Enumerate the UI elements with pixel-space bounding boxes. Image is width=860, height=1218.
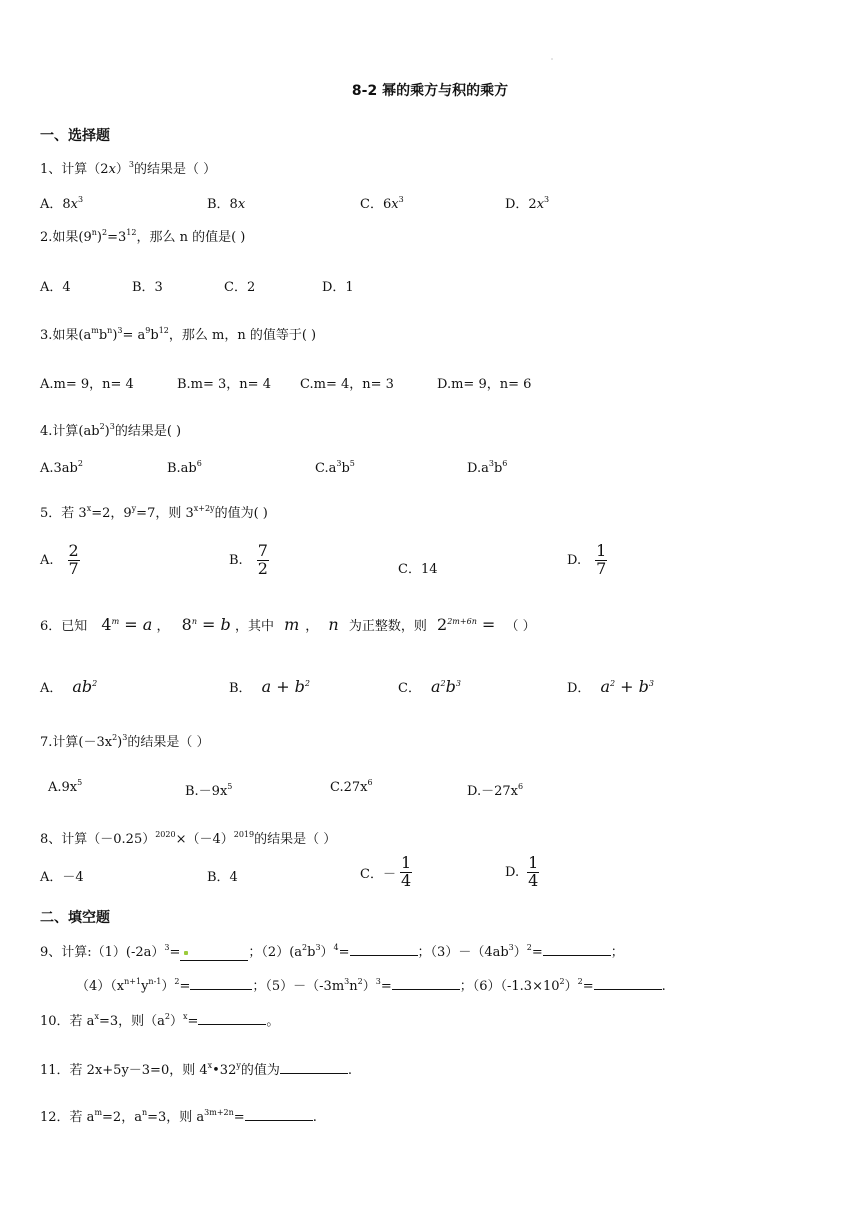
q9-exp: 3 (508, 943, 514, 952)
q2-option-c: C．2 (224, 280, 256, 295)
option-text: B.－9x (185, 784, 228, 799)
q9-text: ） (513, 945, 527, 960)
q8-text: 8、计算（－0.25） (40, 832, 156, 847)
question-6 (40, 615, 536, 634)
q3-text: = a (122, 328, 146, 343)
q12-exp: n (141, 1108, 148, 1117)
q8-text: 的结果是（ ） (254, 832, 337, 847)
question-5 (40, 502, 268, 521)
q5-text: =2，9 (91, 506, 132, 521)
q9-exp: 3 (315, 943, 321, 952)
green-mark-icon (184, 951, 188, 955)
q7-exp: 2 (112, 733, 118, 742)
q1-num: 1、 (40, 162, 62, 177)
q4-option-c (315, 461, 355, 476)
question-4 (40, 420, 181, 439)
q4-text: 4.计算(ab (40, 424, 100, 439)
q4-exp: 3 (109, 422, 115, 431)
question-8 (40, 828, 336, 847)
question-7 (40, 731, 209, 750)
q2-exp: 2 (101, 228, 108, 237)
answer-blank[interactable] (190, 989, 252, 990)
denominator: 7 (596, 558, 607, 578)
q3-exp: 3 (117, 326, 123, 335)
q2-option-d: D．1 (322, 280, 354, 295)
q9-exp: 2 (559, 977, 565, 986)
exp: n (191, 617, 197, 626)
q9-text: 9、计算:（1）(-2a） (40, 945, 165, 960)
fraction (527, 855, 539, 890)
option-text: C.a (315, 461, 337, 476)
option-exp: 3 (336, 459, 342, 468)
question-12 (40, 1106, 317, 1125)
q10-exp: x (182, 1012, 188, 1021)
q3-exp: 9 (145, 326, 151, 335)
q9-text: y (141, 979, 149, 994)
q10-text: 10．若 a (40, 1014, 95, 1029)
q2-text: ，那么 n 的值是( ) (136, 230, 246, 245)
option-exp: 6 (502, 459, 508, 468)
q6-expr-3 (437, 615, 495, 634)
q9-text: = (380, 979, 392, 994)
option-expr: ab (72, 677, 93, 696)
q5-exp: x+2y (193, 504, 215, 513)
q6-text: 6．已知 (40, 619, 88, 634)
exp: m (111, 617, 120, 626)
option-expr: a + b (261, 677, 305, 696)
q10-exp: 2 (164, 1012, 170, 1021)
q8-option-b: B．4 (207, 870, 238, 885)
q9-text: b (307, 945, 316, 960)
q3-option-c: C.m= 4，n= 3 (300, 377, 394, 392)
q12-text: 12．若 a (40, 1110, 95, 1125)
base: 2 (437, 615, 448, 634)
q11-text: 的值为 (240, 1063, 280, 1078)
option-var: x (391, 197, 399, 212)
q11-text: 11．若 2x+5y－3=0，则 4 (40, 1063, 208, 1078)
q8-text: ×（－4） (175, 832, 234, 847)
q5-option-d (567, 543, 607, 578)
q9-exp: n+1 (124, 977, 142, 986)
denominator: 2 (257, 558, 268, 578)
q9-text: = (531, 945, 543, 960)
q9-text: = (582, 979, 594, 994)
q4-exp: 2 (99, 422, 105, 431)
q9-text: ） (161, 979, 175, 994)
q3-text: b (150, 328, 159, 343)
q3-text: b (98, 328, 108, 343)
answer-blank[interactable] (198, 1024, 266, 1025)
q8-option-a: A．－4 (40, 870, 84, 885)
option-expr: + b (615, 677, 649, 696)
q10-text: ） (169, 1014, 183, 1029)
option-label: A. (40, 552, 54, 568)
option-label: B. (229, 552, 243, 568)
q6-var-m: m (284, 615, 300, 634)
option-exp: 6 (196, 459, 202, 468)
q10-exp: x (94, 1012, 99, 1021)
q9-text: . (661, 979, 666, 994)
q1-var: x (108, 162, 116, 177)
corner-mark: ˙ (550, 58, 554, 67)
q10-text: = (187, 1014, 199, 1029)
q3-text: ，那么 m，n 的值等于( ) (168, 328, 317, 343)
rest: = a (119, 615, 153, 634)
option-label: B．8 (207, 197, 238, 212)
q6-text: ， (156, 619, 170, 634)
option-label: D. (505, 864, 520, 880)
q7-exp: 3 (122, 733, 128, 742)
option-label: A． (40, 681, 63, 696)
q5-option-b (229, 543, 269, 578)
q6-expr-2 (182, 615, 231, 634)
option-exp: 2 (440, 679, 446, 688)
option-label: C． (398, 681, 421, 696)
q2-option-a: A．4 (40, 280, 71, 295)
q8-exp: 2020 (155, 830, 176, 839)
option-exp: 6 (367, 778, 373, 787)
q6-text: ， (305, 619, 319, 634)
option-exp: 3 (544, 195, 550, 204)
option-exp: 5 (227, 782, 233, 791)
answer-blank[interactable] (245, 1120, 313, 1121)
q6-expr-1 (101, 615, 152, 634)
numerator: 2 (68, 541, 79, 560)
section-heading-choice: 一、选择题 (40, 128, 110, 144)
option-text: D.a (467, 461, 489, 476)
q9-exp: 2 (526, 943, 532, 952)
q5-text: 的值为( ) (214, 506, 268, 521)
option-text: D.－27x (467, 784, 518, 799)
fraction (257, 543, 269, 578)
option-exp: 3 (455, 679, 461, 688)
fraction (68, 543, 80, 578)
answer-blank[interactable] (392, 989, 460, 990)
option-label: D． (567, 681, 591, 696)
option-exp: 3 (78, 195, 84, 204)
q12-text: =2，a (102, 1110, 142, 1125)
q4-option-d (467, 461, 507, 476)
q5-exp: x (86, 504, 92, 513)
q6-text: 为正整数，则 (348, 619, 427, 634)
q9-text: ；（5）－（-3m (252, 979, 345, 994)
q9-text: = (338, 945, 350, 960)
denominator: 4 (400, 870, 412, 890)
option-label: D. (567, 552, 582, 568)
option-label: C．6 (360, 197, 392, 212)
q1-text: 的结果是（ ） (134, 162, 217, 177)
q1-option-c (360, 193, 404, 212)
q3-option-a: A.m= 9，n= 4 (40, 377, 134, 392)
section-heading-fill: 二、填空题 (40, 910, 110, 926)
option-text: A.9x (48, 780, 78, 795)
question-1 (40, 158, 216, 177)
q7-text: ) (117, 735, 123, 750)
answer-blank[interactable] (350, 955, 418, 956)
q5-text: =7，则 3 (136, 506, 194, 521)
q2-exp: n (91, 228, 97, 237)
q3-exp: n (107, 326, 113, 335)
q7-text: 7.计算(－3x (40, 735, 113, 750)
numerator: 7 (257, 541, 268, 560)
q9-exp: 4 (333, 943, 339, 952)
q6-text: （ ） (505, 619, 536, 634)
option-label: C．－ (360, 866, 396, 882)
q8-option-c (360, 855, 412, 890)
option-exp: 3 (398, 195, 404, 204)
option-expr: a (430, 677, 441, 696)
option-text: C.27x (330, 780, 368, 795)
q3-text: 3.如果(a (40, 328, 92, 343)
q6-var-n: n (328, 615, 339, 634)
q4-text: 的结果是( ) (114, 424, 182, 439)
option-exp: 2 (92, 679, 98, 688)
q9-text: = (169, 945, 181, 960)
q10-text: =3，则（a (98, 1014, 165, 1029)
base: 4 (101, 615, 112, 634)
q1-option-d (505, 193, 549, 212)
q12-text: =3，则 a (147, 1110, 205, 1125)
answer-blank[interactable] (594, 989, 662, 990)
option-text: b (341, 461, 350, 476)
q11-text: •32 (212, 1063, 237, 1078)
question-10 (40, 1010, 279, 1029)
q6-option-a (40, 677, 97, 696)
q7-option-a (48, 780, 82, 795)
numerator: 1 (400, 853, 412, 872)
option-exp: 2 (609, 679, 616, 688)
q4-text: ) (104, 424, 110, 439)
q3-option-b: B.m= 3，n= 4 (177, 377, 271, 392)
q9-text: （4）（x (76, 979, 125, 994)
q6-option-b (229, 677, 310, 696)
q9-text: ；（2）(a (248, 945, 303, 960)
numerator: 1 (596, 541, 607, 560)
q9-exp: 3 (164, 943, 170, 952)
q5-option-a (40, 543, 80, 578)
q4-option-a (40, 461, 83, 476)
answer-blank[interactable] (280, 1073, 348, 1074)
q8-option-d (505, 855, 539, 890)
question-11 (40, 1059, 352, 1078)
option-exp: 3 (648, 679, 654, 688)
q3-exp: 12 (158, 326, 169, 335)
q11-text: . (347, 1063, 353, 1078)
q9-text: n (349, 979, 358, 994)
option-exp: 2 (77, 459, 83, 468)
fraction (400, 855, 412, 890)
exp: 2m+6n (447, 617, 477, 626)
option-exp: 6 (517, 782, 524, 791)
q12-text: = (233, 1110, 245, 1125)
option-var: x (70, 197, 79, 212)
denominator: 7 (68, 558, 79, 578)
q12-text: . (312, 1110, 317, 1125)
option-expr: a (600, 677, 610, 696)
numerator: 1 (528, 853, 539, 872)
q1-text: 计算（2 (61, 162, 109, 177)
q9-text: ；（3）－（4ab (417, 945, 509, 960)
rest: = (476, 615, 496, 634)
q6-option-c (398, 677, 461, 696)
q5-text: 5．若 3 (40, 506, 87, 521)
q2-option-b: B．3 (132, 280, 163, 295)
option-exp: 3 (488, 459, 494, 468)
q2-text: 2.如果(9 (40, 230, 92, 245)
option-label: B． (229, 681, 252, 696)
option-text: b (493, 461, 503, 476)
q9-exp: 2 (577, 977, 583, 986)
fraction (595, 543, 607, 578)
answer-blank[interactable] (543, 955, 611, 956)
option-text: B.ab (167, 461, 197, 476)
q9-text: ； (610, 945, 624, 960)
q7-option-c (330, 780, 373, 795)
q12-exp: m (94, 1108, 103, 1117)
q9-text: ） (362, 979, 376, 994)
option-exp: 5 (349, 459, 355, 468)
option-label: D．2 (505, 197, 537, 212)
q9-exp: n-1 (148, 977, 162, 986)
q12-exp: 3m+2n (204, 1108, 234, 1117)
q5-option-c: C．14 (398, 562, 438, 577)
q11-exp: x (207, 1061, 213, 1070)
option-var: x (237, 197, 246, 212)
q11-exp: y (236, 1061, 241, 1070)
q9-text: = (179, 979, 191, 994)
q9-text: ） (564, 979, 578, 994)
q1-option-b (207, 193, 245, 212)
q1-text: ） (115, 162, 129, 177)
q2-text: ) (96, 230, 102, 245)
option-exp: 5 (77, 778, 83, 787)
q9-exp: 2 (174, 977, 180, 986)
option-var: x (536, 197, 545, 212)
question-2 (40, 226, 245, 245)
q2-text: =3 (107, 230, 127, 245)
q9-exp: 2 (302, 943, 308, 952)
q5-exp: y (131, 504, 137, 513)
option-exp: 2 (304, 679, 311, 688)
q9-text: ；（6）（-1.3×10 (459, 979, 560, 994)
question-9-line-2 (76, 975, 666, 994)
rest: = b (196, 615, 231, 634)
option-label: A．8 (40, 197, 71, 212)
q9-text: ） (320, 945, 334, 960)
q8-exp: 2019 (233, 830, 255, 839)
q4-option-b (167, 461, 202, 476)
q1-exp: 3 (128, 160, 135, 169)
question-9-line-1 (40, 941, 624, 961)
option-expr: b (445, 677, 456, 696)
q9-exp: 3 (375, 977, 381, 986)
denominator: 4 (528, 870, 539, 890)
answer-blank[interactable] (180, 945, 248, 961)
q1-option-a (40, 193, 83, 212)
page-title: 8-2 幂的乘方与积的乘方 (351, 83, 509, 99)
q6-text: ，其中 (234, 619, 274, 634)
question-3 (40, 324, 316, 343)
q9-exp: 2 (357, 977, 363, 986)
q10-text: 。 (266, 1014, 280, 1029)
q2-exp: 12 (126, 228, 137, 237)
q7-option-d (467, 780, 523, 799)
q3-exp: m (91, 326, 99, 335)
q6-option-d (567, 677, 654, 696)
q9-exp: 3 (344, 977, 350, 986)
option-text: A.3ab (40, 461, 78, 476)
q3-text: ) (112, 328, 118, 343)
q7-text: 的结果是（ ） (127, 735, 210, 750)
q7-option-b (185, 780, 232, 799)
base: 8 (181, 615, 192, 634)
q3-option-d: D.m= 9，n= 6 (437, 377, 532, 392)
